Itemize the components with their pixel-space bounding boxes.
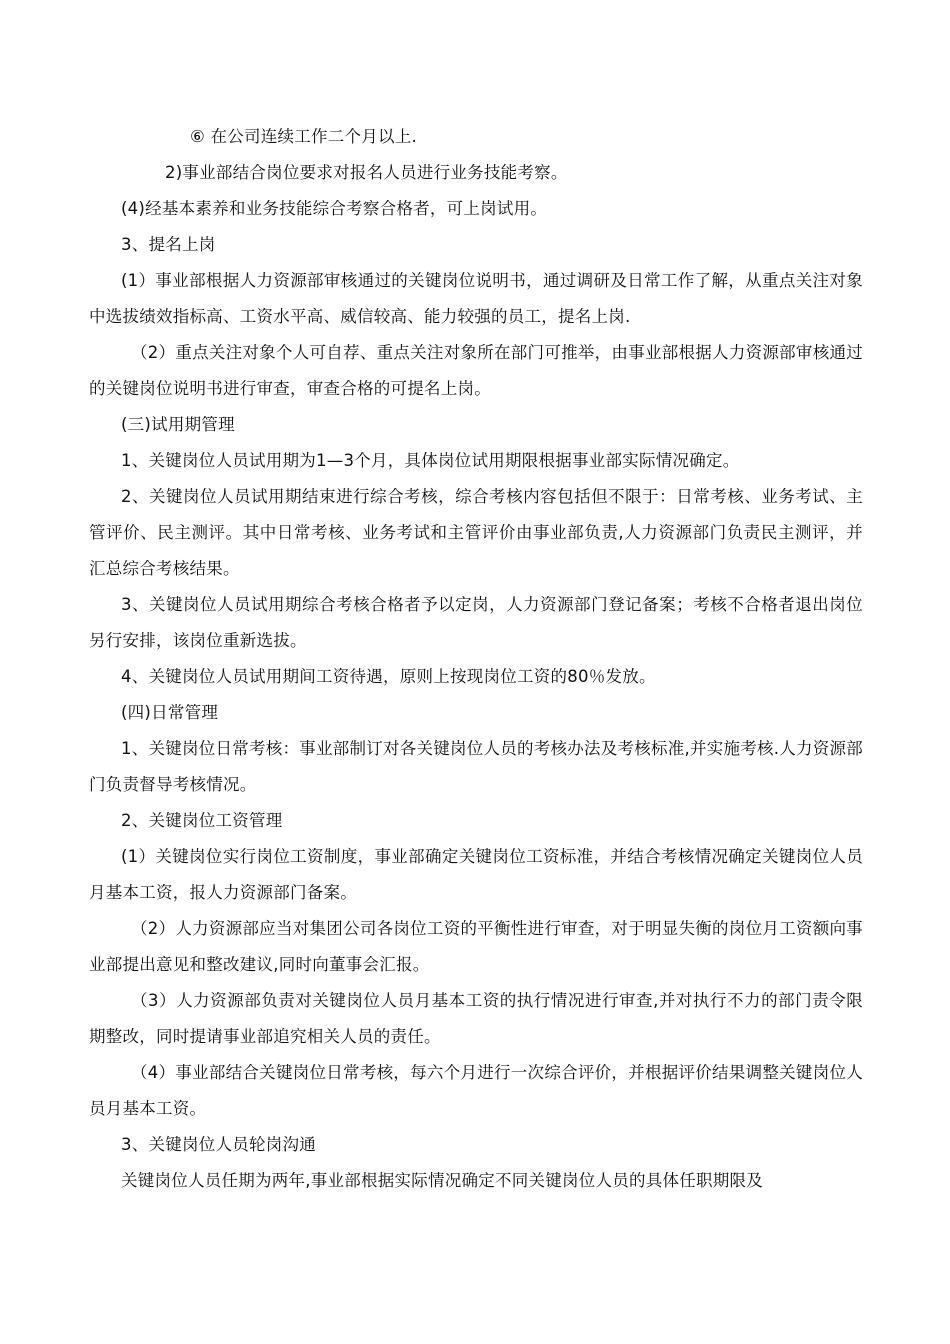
paragraph-probation-1: 1、关键岗位人员试用期为1—3个月，具体岗位试用期限根据事业部实际情况确定。 [121, 451, 740, 470]
paragraph-salary-4: （4）事业部结合关键岗位日常考核，每六个月进行一次综合评价，并根据评价结果调整关键岗位人员月基本工资。 [89, 1063, 863, 1118]
paragraph-probation-4: 4、关键岗位人员试用期间工资待遇，原则上按现岗位工资的80％发放。 [121, 667, 656, 686]
heading-salary-management: 2、关键岗位工资管理 [121, 811, 283, 830]
paragraph-skill-inspection: 2)事业部结合岗位要求对报名人员进行业务技能考察。 [165, 163, 568, 182]
heading-rotation-communication: 3、关键岗位人员轮岗沟通 [121, 1135, 316, 1154]
paragraph-salary-2: （2）人力资源部应当对集团公司各岗位工资的平衡性进行审查，对于明显失衡的岗位月工资额向事业部提出意见和整改建议,同时向董事会汇报。 [89, 919, 863, 974]
paragraph-daily-assessment: 1、关键岗位日常考核：事业部制订对各关键岗位人员的考核办法及考核标准,并实施考核.人力资源部门负责督导考核情况。 [89, 739, 863, 794]
paragraph-nomination-2: （2）重点关注对象个人可自荐、重点关注对象所在部门可推举，由事业部根据人力资源部审核通过的关键岗位说明书进行审查，审查合格的可提名上岗。 [89, 343, 863, 398]
paragraph-rotation-term: 关键岗位人员任期为两年,事业部根据实际情况确定不同关键岗位人员的具体任职期限及 [121, 1171, 763, 1190]
heading-daily-management: (四)日常管理 [121, 703, 219, 722]
paragraph-probation-3: 3、关键岗位人员试用期综合考核合格者予以定岗，人力资源部门登记备案；考核不合格者退出岗位另行安排，该岗位重新选拔。 [89, 595, 863, 650]
heading-nomination: 3、提名上岗 [121, 235, 216, 254]
paragraph-salary-1: (1）关键岗位实行岗位工资制度，事业部确定关键岗位工资标准，并结合考核情况确定关键岗位人员月基本工资，报人力资源部门备案。 [89, 847, 863, 902]
paragraph-probation-2: 2、关键岗位人员试用期结束进行综合考核，综合考核内容包括但不限于：日常考核、业务考试、主管评价、民主测评。其中日常考核、业务考试和主管评价由事业部负责,人力资源部门负责民主测评，并汇总综合考核结果。 [89, 487, 863, 578]
paragraph-nomination-1: (1）事业部根据人力资源部审核通过的关键岗位说明书，通过调研及日常工作了解，从重点关注对象中选拔绩效指标高、工资水平高、威信较高、能力较强的员工，提名上岗. [89, 271, 863, 326]
paragraph-trial-qualification: (4)经基本素养和业务技能综合考察合格者，可上岗试用。 [121, 199, 548, 218]
paragraph-condition-6: ⑥ 在公司连续工作二个月以上. [190, 127, 418, 146]
heading-probation-management: (三)试用期管理 [121, 415, 235, 434]
paragraph-salary-3: （3）人力资源部负责对关键岗位人员月基本工资的执行情况进行审查,并对执行不力的部门责令限期整改，同时提请事业部追究相关人员的责任。 [89, 991, 863, 1046]
